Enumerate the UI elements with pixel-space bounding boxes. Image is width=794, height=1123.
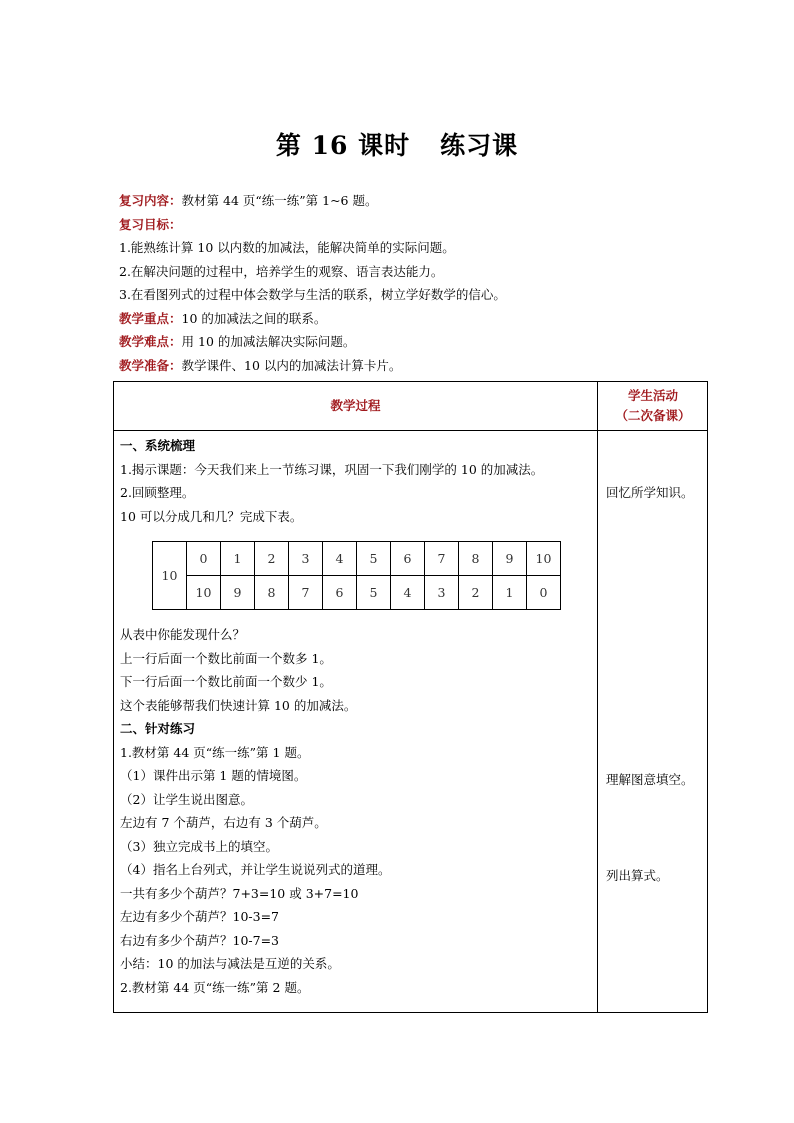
lesson-meta xyxy=(119,189,719,377)
page-title xyxy=(0,126,794,162)
split-bottom-cell: 2 xyxy=(459,576,493,610)
split-top-cell: 1 xyxy=(221,542,255,576)
split-bottom-cell: 10 xyxy=(187,576,221,610)
split-top-cell: 2 xyxy=(255,542,289,576)
section2-heading: 二、针对练习 xyxy=(120,721,196,736)
split-bottom-cell: 4 xyxy=(391,576,425,610)
split-bottom-cell: 7 xyxy=(289,576,323,610)
title-lesson-name: 练习课 xyxy=(440,131,519,160)
split-top-cell: 5 xyxy=(357,542,391,576)
meta-goal-1: 1.能熟练计算 10 以内数的加减法，能解决简单的实际问题。 xyxy=(119,240,455,255)
header-student-activity: 学生活动 （二次备课） xyxy=(615,388,691,423)
section2-line: 一共有多少个葫芦？7+3=10 或 3+7=10 xyxy=(120,885,359,901)
header-divider xyxy=(114,430,707,431)
meta-goal-3: 3.在看图列式的过程中体会数学与生活的联系，树立学好数学的信心。 xyxy=(119,287,506,302)
section2-line: （4）指名上台列式，并让学生说说列式的道理。 xyxy=(120,862,391,877)
meta-key-point: 教学重点：10 的加减法之间的联系。 xyxy=(119,310,327,326)
split-top-cell: 0 xyxy=(187,542,221,576)
split-bottom-cell: 9 xyxy=(221,576,255,610)
split-bottom-cell: 1 xyxy=(493,576,527,610)
split-top-cell: 8 xyxy=(459,542,493,576)
section1-line: 10 可以分成几和几？完成下表。 xyxy=(120,508,303,524)
title-lesson-number: 第 16 课时 xyxy=(275,131,411,160)
split-bottom-cell: 3 xyxy=(425,576,459,610)
section1-heading: 一、系统梳理 xyxy=(120,438,196,453)
observation-line: 这个表能够帮我们快速计算 10 的加减法。 xyxy=(120,697,357,713)
observation-line: 从表中你能发现什么？ xyxy=(120,627,246,642)
section2-line: 左边有 7 个葫芦，右边有 3 个葫芦。 xyxy=(120,815,327,830)
observation-line: 下一行后面一个数比前面一个数少 1。 xyxy=(120,674,332,689)
split-top-cell: 3 xyxy=(289,542,323,576)
section2-line: 1.教材第 44 页“练一练”第 1 题。 xyxy=(120,744,310,760)
section2-line: （3）独立完成书上的填空。 xyxy=(120,838,278,854)
meta-difficulty: 教学难点：用 10 的加减法解决实际问题。 xyxy=(119,334,356,349)
split-top-cell: 6 xyxy=(391,542,425,576)
student-note-formula: 列出算式。 xyxy=(606,868,669,883)
student-note-understand: 理解图意填空。 xyxy=(606,772,694,787)
split-top-cell: 9 xyxy=(493,542,527,576)
section2-line: 2.教材第 44 页“练一练”第 2 题。 xyxy=(120,979,310,995)
split-bottom-cell: 5 xyxy=(357,576,391,610)
meta-preparation: 教学准备：教学课件、10 以内的加减法计算卡片。 xyxy=(119,357,402,373)
meta-review-goals: 复习目标： xyxy=(119,216,182,232)
section1-line: 2.回顾整理。 xyxy=(120,485,195,500)
student-note-recall: 回忆所学知识。 xyxy=(606,485,694,500)
split-top-cell: 4 xyxy=(323,542,357,576)
split-total-cell: 10 xyxy=(153,542,187,610)
section2-line: 小结：10 的加法与减法是互逆的关系。 xyxy=(120,956,340,971)
section2-line: （2）让学生说出图意。 xyxy=(120,791,253,807)
lesson-process-table xyxy=(113,381,708,1013)
section1-line: 1.揭示课题：今天我们来上一节练习课，巩固一下我们刚学的 10 的加减法。 xyxy=(120,461,544,477)
split-bottom-cell: 6 xyxy=(323,576,357,610)
meta-review-content: 复习内容：教材第 44 页“练一练”第 1~6 题。 xyxy=(119,193,378,208)
header-teaching-process: 教学过程 xyxy=(330,398,381,413)
observation-line: 上一行后面一个数比前面一个数多 1。 xyxy=(120,650,332,666)
split-bottom-cell: 0 xyxy=(527,576,561,610)
split-top-cell: 10 xyxy=(527,542,561,576)
split-bottom-cell: 8 xyxy=(255,576,289,610)
number-split-table xyxy=(152,541,561,610)
meta-goal-2: 2.在解决问题的过程中，培养学生的观察、语言表达能力。 xyxy=(119,263,444,279)
section2-line: 左边有多少个葫芦？10-3=7 xyxy=(120,909,280,924)
section2-line: （1）课件出示第 1 题的情境图。 xyxy=(120,768,307,783)
section2-line: 右边有多少个葫芦？10-7=3 xyxy=(120,932,280,948)
split-top-cell: 7 xyxy=(425,542,459,576)
column-divider xyxy=(597,382,598,1012)
teaching-process-content xyxy=(120,434,595,999)
